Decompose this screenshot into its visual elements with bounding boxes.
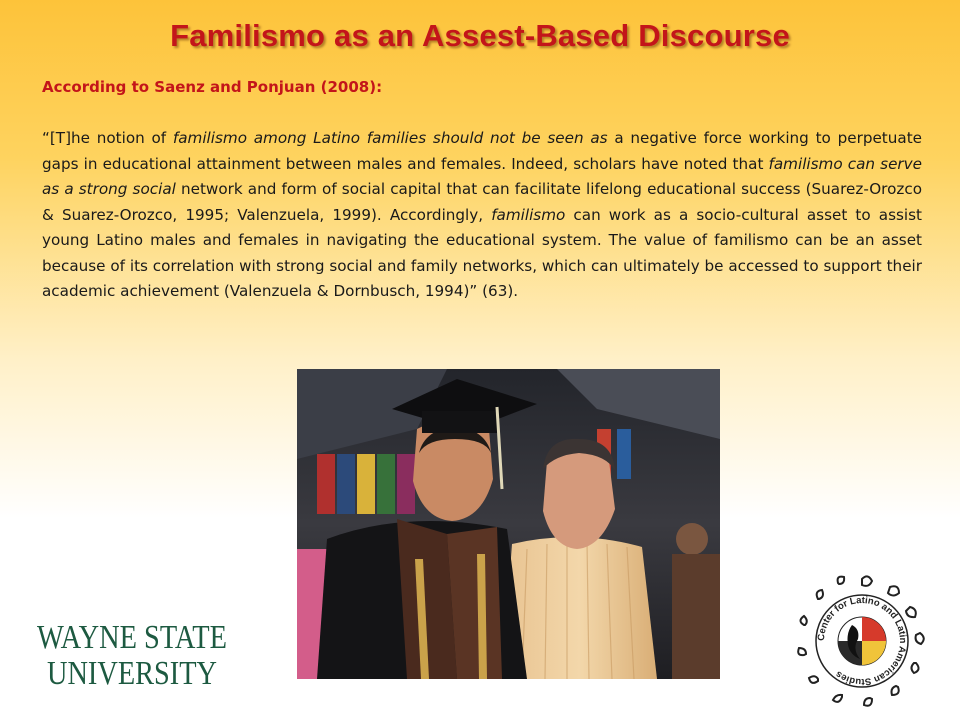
quote-italic-segment: familismo can serve as a strong social — [42, 154, 922, 198]
slide-title: Familismo as an Assest-Based Discourse — [170, 18, 790, 53]
center-for-latino-seal — [794, 573, 930, 709]
photo-image — [297, 369, 720, 679]
wayne-state-logo — [37, 618, 237, 690]
quote-italic-segment: familismo among Latino families should not be seen as — [172, 129, 608, 147]
wsu-logo-line2: UNIVERSITY — [47, 655, 217, 692]
quote-paragraph — [42, 126, 922, 305]
quote-segment: “[T]he notion of — [42, 129, 173, 147]
quote-segment: can work as a socio-cultural asset to assist young Latino males and females in navigating the educational system. The value of familismo can be an asset because of its correlation with strong social and family networks, which can ultimately be accessed to support their academic achievement (Valenzuela & Dornbusch, 1994)” (63). — [42, 205, 922, 300]
wsu-logo-line1: WAYNE STATE — [37, 619, 227, 656]
quote-italic-segment: familismo — [491, 205, 566, 224]
seal-text: Center for Latino and Latin American Studies — [815, 594, 909, 688]
graduation-photo — [297, 369, 720, 679]
quote-segment: network and form of social capital that can facilitate lifelong educational success (Suarez-Orozco & Suarez-Orozco, 1995; Valenzuela, 1999). Accordingly, — [42, 180, 922, 224]
quote-segment: a negative force working to perpetuate gaps in educational attainment between males and females. Indeed, scholars have noted that — [42, 129, 922, 173]
citation-heading: According to Saenz and Ponjuan (2008): — [42, 78, 383, 96]
